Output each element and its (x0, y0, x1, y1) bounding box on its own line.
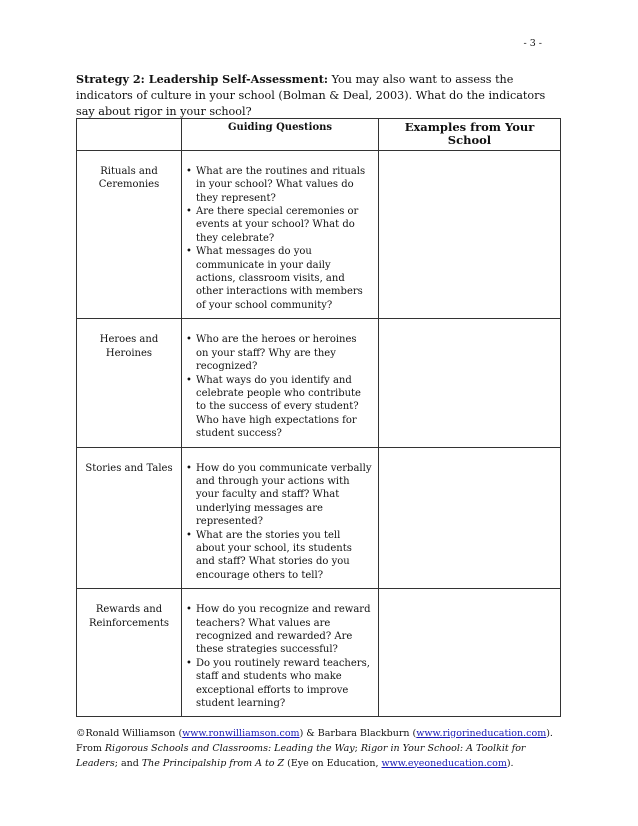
question-item: • What are the stories you tell about your school, its students and staff? What stories do you encourage others to tell? (186, 529, 372, 583)
book-title: Rigorous Schools and Classrooms: Leading the Way (104, 742, 355, 754)
question-item: • Are there special ceremonies or events at your school? What do they celebrate? (186, 205, 372, 245)
footer-text: ) & Barbara Blackburn ( (299, 727, 417, 739)
footer-text: ; (354, 742, 361, 754)
row-category: Rituals and Ceremonies (77, 150, 182, 318)
row-category: Heroes and Heroines (77, 319, 182, 447)
row-questions (182, 150, 379, 318)
header-guiding-questions: Guiding Questions (182, 119, 379, 151)
row-questions (182, 589, 379, 717)
table-row (77, 319, 561, 447)
question-item: • What are the routines and rituals in your school? What values do they represent? (186, 165, 372, 205)
row-category: Rewards and Reinforcements (77, 589, 182, 717)
eyeoneducation-link[interactable]: www.eyeoneducation.com (381, 757, 507, 769)
table-header-row (77, 119, 561, 151)
book-title: The Principalship from A to Z (141, 757, 285, 769)
row-questions (182, 319, 379, 447)
copyright-footer (76, 726, 560, 771)
table-row (77, 150, 561, 318)
footer-text: (Eye on Education, (284, 757, 382, 769)
question-item: • How do you communicate verbally and through your actions with your faculty and staff? What underlying messages are represented? (186, 462, 372, 529)
question-item: • Do you routinely reward teachers, staff and students who make exceptional efforts to improve student learning? (186, 657, 372, 711)
question-item: • What messages do you communicate in your daily actions, classroom visits, and other interactions with members of your school community? (186, 245, 372, 312)
intro-paragraph (76, 71, 556, 120)
table-row (77, 589, 561, 717)
header-category (77, 119, 182, 151)
examples-cell[interactable] (379, 447, 561, 589)
question-item: • What ways do you identify and celebrate people who contribute to the success of every student? Who have high expectations for student success? (186, 374, 372, 441)
question-item: • Who are the heroes or heroines on your staff? Why are they recognized? (186, 333, 372, 373)
examples-cell[interactable] (379, 319, 561, 447)
header-examples: Examples from Your School (379, 119, 561, 151)
footer-text: ; and (114, 757, 142, 769)
examples-cell[interactable] (379, 589, 561, 717)
ronwilliamson-link[interactable]: www.ronwilliamson.com (182, 727, 300, 739)
strategy-heading: Strategy 2: Leadership Self-Assessment: (76, 72, 329, 87)
row-category: Stories and Tales (77, 447, 182, 589)
self-assessment-table (76, 118, 561, 717)
rigorineducation-link[interactable]: www.rigorineducation.com (416, 727, 547, 739)
footer-text: ). (506, 757, 514, 769)
examples-cell[interactable] (379, 150, 561, 318)
footer-text: ©Ronald Williamson ( (76, 727, 183, 739)
footer-text: ). From (76, 727, 553, 754)
table-row (77, 447, 561, 589)
page-number: - 3 - (523, 38, 542, 49)
book-title: Rigor in Your School: A Toolkit for Leaders (76, 742, 526, 769)
intro-text: You may also want to assess the indicators of culture in your school (Bolman & Deal, 2003). What do the indicators say about rigor in your school? (76, 73, 546, 119)
question-item: • How do you recognize and reward teachers? What values are recognized and rewarded? Are these strategies successful? (186, 603, 372, 657)
row-questions (182, 447, 379, 589)
